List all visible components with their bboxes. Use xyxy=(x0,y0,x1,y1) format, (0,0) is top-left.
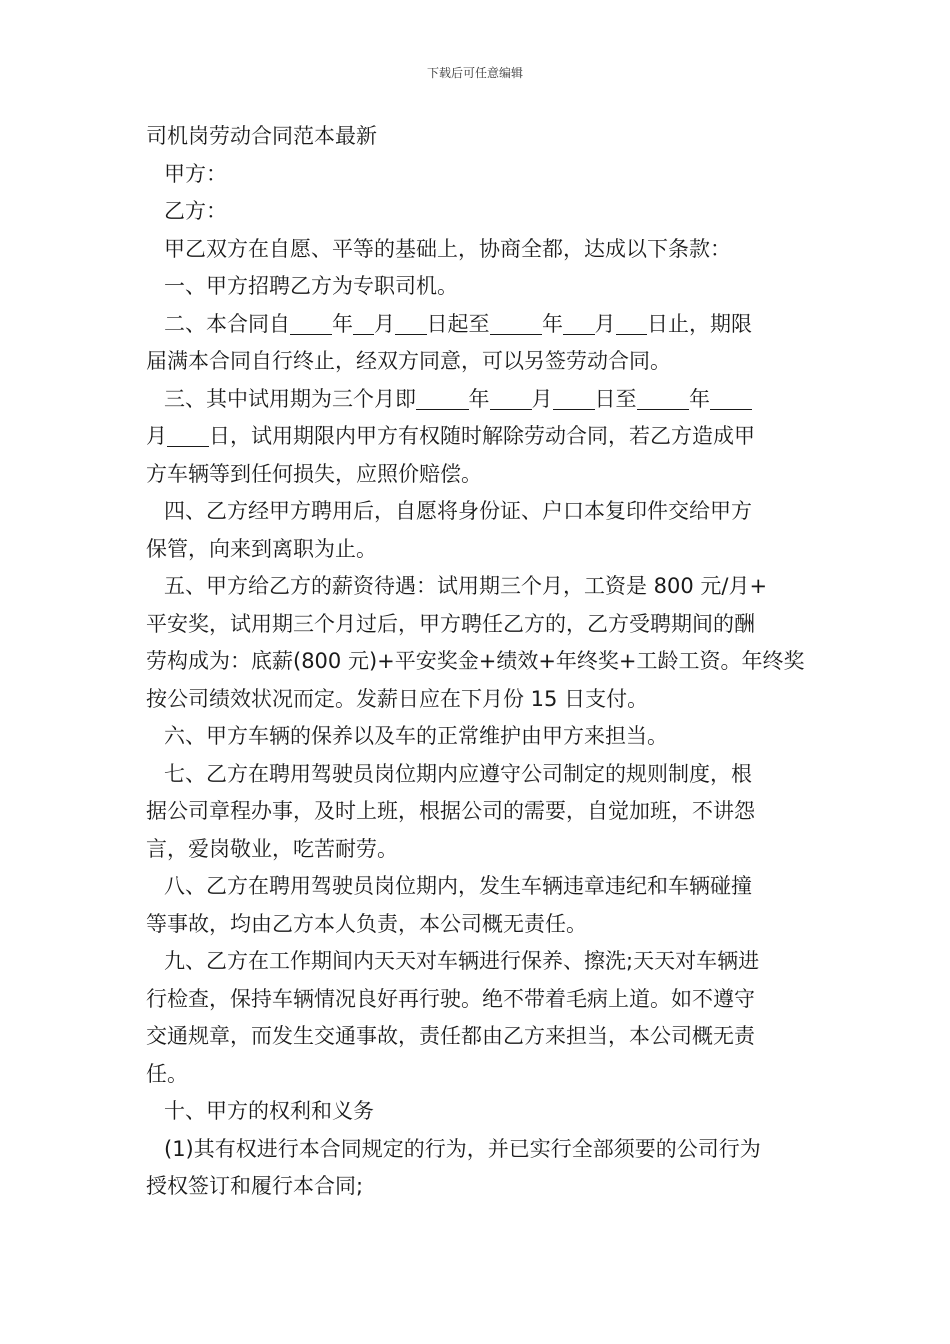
fill-in-blank xyxy=(490,312,543,335)
contract-line: 一、甲方招聘乙方为专职司机。 xyxy=(164,274,458,298)
contract-lines xyxy=(146,156,810,1206)
contract-line: 六、甲方车辆的保养以及车的正常维护由甲方来担当。 xyxy=(164,724,668,748)
fill-in-blank xyxy=(290,312,332,335)
contract-line: 言，爱岗敬业，吃苦耐劳。 xyxy=(146,836,398,861)
contract-line: 等事故，均由乙方本人负责，本公司概无责任。 xyxy=(146,911,587,936)
fill-in-blank xyxy=(416,387,469,410)
fill-in-blank xyxy=(563,312,595,335)
contract-line: 交通规章，而发生交通事故，责任都由乙方来担当，本公司概无责 xyxy=(146,1024,755,1048)
contract-line: 三、其中试用期为三个月即 年 月 日至 年 xyxy=(146,381,810,419)
contract-line: 七、乙方在聘用驾驶员岗位期内应遵守公司制定的规则制度，根 xyxy=(164,761,752,786)
contract-line: 保管，向来到离职为止。 xyxy=(146,536,377,561)
fill-in-blank xyxy=(395,312,427,335)
contract-line: 甲方： xyxy=(164,161,227,186)
contract-line: 月 日，试用期限内甲方有权随时解除劳动合同，若乙方造成甲 xyxy=(146,424,755,448)
fill-in-blank xyxy=(637,387,690,410)
contract-line: 十、甲方的权利和义务 xyxy=(164,1099,374,1123)
fill-in-blank xyxy=(490,387,532,410)
contract-line: 乙方： xyxy=(164,199,227,223)
fill-in-blank xyxy=(167,424,209,447)
contract-line: 八、乙方在聘用驾驶员岗位期内，发生车辆违章违纪和车辆碰撞 xyxy=(164,874,752,898)
contract-line: 任。 xyxy=(146,1061,188,1086)
contract-line: 行检查，保持车辆情况良好再行驶。绝不带着毛病上道。如不遵守 xyxy=(146,986,755,1011)
contract-line: 甲乙双方在自愿、平等的基础上，协商全都，达成以下条款： xyxy=(164,236,731,261)
fill-in-blank xyxy=(710,387,752,410)
contract-line: 平安奖，试用期三个月过后，甲方聘任乙方的，乙方受聘期间的酬 xyxy=(146,611,755,636)
contract-line: 九、乙方在工作期间内天天对车辆进行保养、擦洗;天天对车辆进 xyxy=(164,949,760,973)
contract-line: 二、本合同自 年 月 日起至 年 月 日止，期限 xyxy=(164,311,752,336)
fill-in-blank xyxy=(353,312,374,335)
contract-body xyxy=(146,118,810,1206)
contract-line: 据公司章程办事，及时上班，根据公司的需要，自觉加班，不讲怨 xyxy=(146,799,755,823)
contract-line: 届满本合同自行终止，经双方同意，可以另签劳动合同。 xyxy=(146,349,671,373)
document-title: 司机岗劳动合同范本最新 xyxy=(146,124,377,148)
contract-line: 五、甲方给乙方的薪资待遇：试用期三个月，工资是 800 元/月+ xyxy=(164,574,768,598)
contract-line: 方车辆等到任何损失，应照价赔偿。 xyxy=(146,461,482,486)
page-header: 下载后可任意编辑 xyxy=(426,66,523,80)
contract-line: 四、乙方经甲方聘用后，自愿将身份证、户口本复印件交给甲方 xyxy=(164,499,752,523)
contract-line: 授权签订和履行本合同; xyxy=(146,1174,364,1198)
contract-line: 按公司绩效状况而定。发薪日应在下月份 15 日支付。 xyxy=(146,686,649,711)
fill-in-blank xyxy=(616,312,648,335)
contract-line: (1)其有权进行本合同规定的行为，并已实行全部须要的公司行为 xyxy=(164,1136,761,1161)
contract-line: 劳构成为：底薪(800 元)+平安奖金+绩效+年终奖+工龄工资。年终奖 xyxy=(146,649,805,673)
fill-in-blank xyxy=(553,387,595,410)
